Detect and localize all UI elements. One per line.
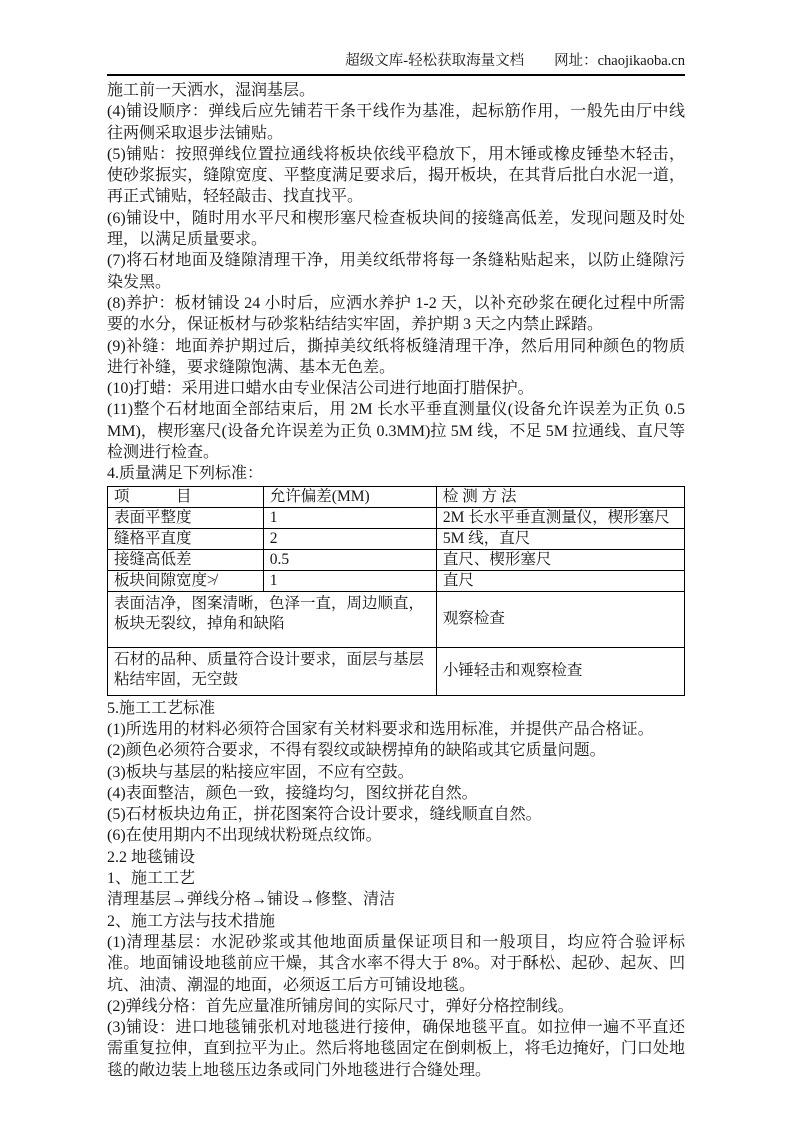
table-cell-tolerance: 0.5	[263, 549, 436, 570]
paragraph: (10)打蜡：采用进口蜡水由专业保洁公司进行地面打腊保护。	[107, 380, 534, 398]
table-row	[108, 591, 685, 647]
table-cell-method: 5M 线，直尺	[436, 528, 684, 549]
table-cell-item: 接缝高低差	[108, 549, 264, 570]
table-cell-method: 观察检查	[436, 591, 684, 647]
paragraph: (4)表面整洁，颜色一致，接缝均匀，图纹拼花自然。	[107, 784, 478, 802]
table-row	[108, 570, 685, 591]
table-cell-item: 缝格平直度	[108, 528, 264, 549]
paragraph: (9)补缝：地面养护期过后，撕掉美纹纸将板缝清理干净，然后用同种颜色的物质进行补缝，要求缝隙饱满、基本无色差。	[107, 337, 685, 376]
content-column	[107, 52, 685, 1081]
table-row	[108, 528, 685, 549]
paragraph: (7)将石材地面及缝隙清理干净，用美纹纸带将每一条缝粘贴起来，以防止缝隙污染发黑。	[107, 252, 685, 291]
table-cell-description: 表面洁净，图案清晰，色泽一直，周边顺直，板块无裂纹，掉角和缺陷	[108, 591, 437, 647]
paragraph: (5)石材板块边角正，拼花图案符合设计要求，缝线顺直自然。	[107, 806, 542, 824]
table-row	[108, 647, 685, 695]
paragraph: (2)弹线分格：首先应量准所铺房间的实际尺寸，弹好分格控制线。	[107, 997, 574, 1015]
table-header-cell: 项 目	[108, 486, 264, 507]
paragraph: (3)板块与基层的粘接应牢固，不应有空鼓。	[107, 763, 414, 781]
table-caption: 4.质量满足下列标准：	[107, 465, 264, 483]
table-cell-method: 小锤轻击和观察检查	[436, 647, 684, 695]
process-flow-line: 清理基层→弹线分格→铺设→修整、清洁	[107, 891, 396, 909]
paragraph: 施工前一天洒水，湿润基层。	[107, 82, 316, 99]
table-header-cell: 检 测 方 法	[436, 486, 684, 507]
paragraph: (5)铺贴：按照弹线位置拉通线将板块依线平稳放下，用木锤或橡皮锤垫木轻击，使砂浆振实，缝隙宽度、平整度满足要求后，揭开板块，在其背后批白水泥一道，再正式铺贴，轻轻敲击、找直找平。	[107, 145, 685, 206]
paragraph: (2)颜色必须符合要求，不得有裂纹或缺楞掉角的缺陷或其它质量问题。	[107, 742, 606, 760]
table-header-cell: 允许偏差(MM)	[263, 486, 436, 507]
header-brand-text: 超级文库-轻松获取海量文档	[345, 53, 525, 69]
header-site-url: 网址：chaojikaoba.cn	[554, 53, 685, 69]
paragraph: (3)铺设：进口地毯铺张机对地毯进行接伸，确保地毯平直。如拉伸一遍不平直还需重复拉伸，直到拉平为止。然后将地毯固定在倒刺板上，将毛边掩好，门口处地毯的敞边装上地毯压边条或同门外地毯进行合缝处理。	[107, 1019, 685, 1079]
table-row	[108, 549, 685, 570]
table-cell-tolerance: 1	[263, 507, 436, 528]
paragraph: (6)在使用期内不出现绒状粉斑点纹饰。	[107, 827, 382, 845]
paragraph: (1)清理基层：水泥砂浆或其他地面质量保证项目和一般项目，均应符合验评标准。地面铺设地毯前应干燥，其含水率不得大于 8%。对于酥松、起砂、起灰、凹坑、油渍、潮湿的地面，必须返工后方可铺设地毯。	[107, 933, 685, 994]
paragraph: (4)铺设顺序：弹线后应先铺若干条干线作为基准，起标筋作用，一般先由厅中线往两侧采取退步法铺贴。	[107, 103, 685, 142]
document-body	[107, 76, 685, 1081]
page-header	[107, 52, 685, 76]
paragraph: (11)整个石材地面全部结束后，用 2M 长水平垂直测量仪(设备允许误差为正负 0.5MM)，楔形塞尺(设备允许误差为正负 0.3MM)拉 5M 线，不足 5M 拉通线、直尺等检测进行检查。	[107, 401, 685, 462]
section-heading: 2.2 地毯铺设	[107, 848, 196, 866]
paragraph: 2、施工方法与技术措施	[107, 912, 276, 930]
section-heading: 5.施工工艺标准	[107, 699, 216, 717]
paragraph: 1、施工工艺	[107, 870, 196, 888]
paragraph: (6)铺设中，随时用水平尺和楔形塞尺检查板块间的接缝高低差，发现问题及时处理，以满足质量要求。	[107, 209, 685, 249]
table-row	[108, 507, 685, 528]
paragraph: (1)所选用的材料必须符合国家有关材料要求和选用标准，并提供产品合格证。	[107, 720, 654, 738]
table-cell-description: 石材的品种、质量符合设计要求，面层与基层粘结牢固，无空鼓	[108, 647, 437, 695]
paragraph: (8)养护：板材铺设 24 小时后，应洒水养护 1-2 天，以补充砂浆在硬化过程中所需要的水分，保证板材与砂浆粘结结实牢固，养护期 3 天之内禁止踩踏。	[107, 294, 685, 334]
table-header-row	[108, 486, 685, 507]
table-cell-tolerance: 1	[263, 570, 436, 591]
table-cell-tolerance: 2	[263, 528, 436, 549]
table-cell-method: 直尺	[436, 570, 684, 591]
table-cell-item: 表面平整度	[108, 507, 264, 528]
table-cell-item: 板块间隙宽度≯	[108, 570, 264, 591]
quality-standards-table	[107, 486, 685, 696]
table-cell-method: 直尺、楔形塞尺	[436, 549, 684, 570]
table-cell-method: 2M 长水平垂直测量仪，楔形塞尺	[436, 507, 684, 528]
